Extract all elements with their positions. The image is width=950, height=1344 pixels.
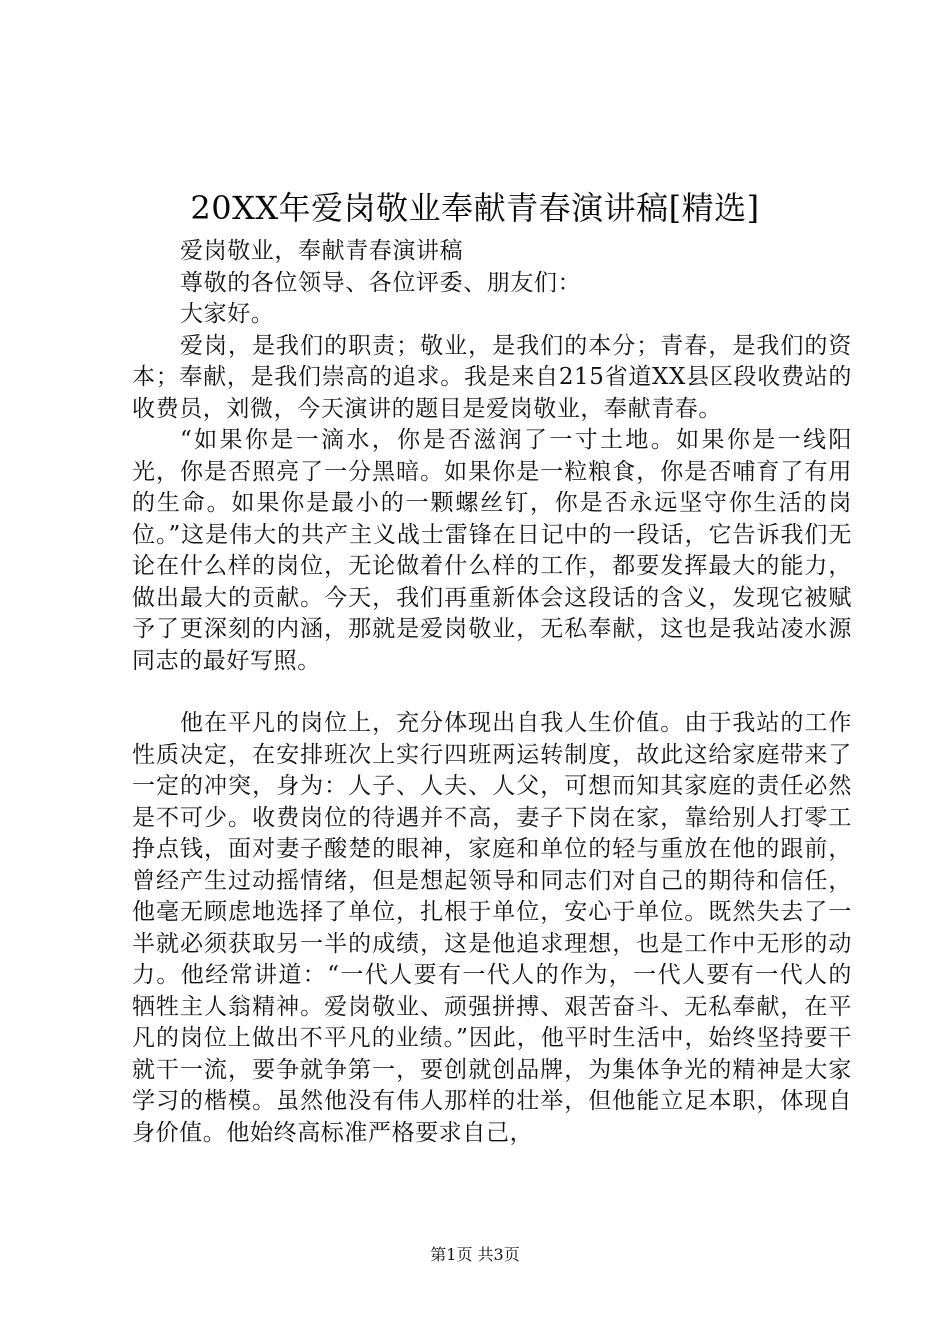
paragraph-colleague-story: 他在平凡的岗位上，充分体现出自我人生价值。由于我站的工作性质决定，在安排班次上实行四班两运转制度，故此这给家庭带来了一定的冲突，身为：人子、人夫、人父，可想而知其家庭的责任必然是不可少。收费岗位的待遇并不高，妻子下岗在家，靠给别人打零工挣点钱，面对妻子酸楚的眼神，家庭和单位的轻与重放在他的跟前，曾经产生过动摇情绪，但是想起领导和同志们对自己的期待和信任，他毫无顾虑地选择了单位，扎根于单位，安心于单位。既然失去了一半就必须获取另一半的成绩，这是他追求理想，也是工作中无形的动力。他经常讲道：“一代人要有一代人的作为，一代人要有一代人的牺牲主人翁精神。爱岗敬业、顽强拼搏、艰苦奋斗、无私奉献，在平凡的岗位上做出不平凡的业绩。”因此，他平时生活中，始终坚持要干就干一流，要争就争第一，要创就创品牌，为集体争光的精神是大家学习的楷模。虽然他没有伟人那样的壮举，但他能立足本职，体现自身价值。他始终高标准严格要求自己， [132, 710, 852, 1146]
page-indicator: 第1页 共3页 [430, 1245, 520, 1264]
document-body [132, 236, 852, 1149]
paragraph-intro: 爱岗，是我们的职责；敬业，是我们的本分；青春，是我们的资本；奉献，是我们崇高的追求。我是来自215省道XX县区段收费站的收费员，刘微，今天演讲的题目是爱岗敬业，奉献青春。 [132, 332, 852, 422]
paragraph-salutation: 尊敬的各位领导、各位评委、朋友们： [180, 269, 582, 296]
paragraph-greeting: 大家好。 [180, 301, 275, 327]
paragraph-speech-title: 爱岗敬业，奉献青春演讲稿 [180, 238, 464, 264]
document-title: 20XX年爱岗敬业奉献青春演讲稿[精选] [190, 189, 760, 227]
paragraph-lei-feng-quote: “如果你是一滴水，你是否滋润了一寸土地。如果你是一线阳光，你是否照亮了一分黑暗。如果你是一粒粮食，你是否哺育了有用的生命。如果你是最小的一颗螺丝钉，你是否永远坚守你生活的岗位。”这是伟大的共产主义战士雷锋在日记中的一段话，它告诉我们无论在什么样的岗位，无论做着什么样的工作，都要发挥最大的能力，做出最大的贡献。今天，我们再重新体会这段话的含义，发现它被赋予了更深刻的内涵，那就是爱岗敬业，无私奉献，这也是我站凌水源同志的最好写照。 [132, 427, 852, 674]
